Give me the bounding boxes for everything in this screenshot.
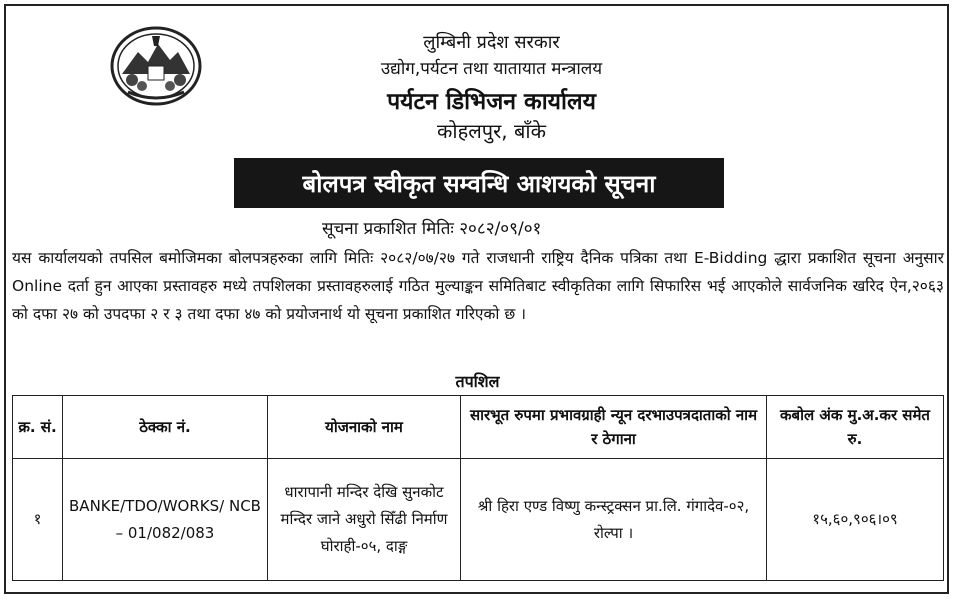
- notice-title-banner: बोलपत्र स्वीकृत सम्वन्धि आशयको सूचना: [234, 158, 724, 208]
- table-row: [13, 459, 944, 581]
- office-title: पर्यटन डिभिजन कार्यालय: [387, 89, 596, 115]
- header-bid-amount: कबोल अंक मु.अ.कर समेत रु.: [767, 396, 944, 459]
- province-government-title: लुम्बिनी प्रदेश सरकार: [423, 32, 560, 53]
- header-contract-number: ठेक्का नं.: [63, 396, 268, 459]
- cell-contract-number: BANKE/TDO/WORKS/ NCB – 01/082/083: [63, 459, 268, 581]
- cell-bidder-name-address: श्री हिरा एण्ड विष्णु कन्स्ट्रक्सन प्रा.लि. गंगादेव-०२, रोल्पा ।: [461, 459, 767, 581]
- header-serial-number: क्र. सं.: [13, 396, 63, 459]
- cell-bid-amount: १५,६०,९०६।०९: [767, 459, 944, 581]
- award-table: [12, 395, 944, 581]
- cell-serial-number: १: [13, 459, 63, 581]
- cell-project-name: धारापानी मन्दिर देखि सुनकोट मन्दिर जाने अधुरो सिँढी निर्माण घोराही-०५, दाङ्ग: [268, 459, 461, 581]
- ministry-title: उद्योग,पर्यटन तथा यातायात मन्त्रालय: [380, 59, 603, 79]
- notice-body: यस कार्यालयको तपसिल बमोजिमका बोलपत्रहरुका लागि मितिः २०८२/०७/२७ गते राजधानी राष्ट्रिय दैनिक पत्रिका तथा E-Bidding द्धारा प्रकाशित सूचना अनुसार Online दर्ता हुन आएका प्रस्तावहरु मध्ये तपशिलका प्रस्तावहरुलाई गठित मुल्याङ्कन समितिबाट स्वीकृतिका लागि सिफारिस भई आएकोले सार्वजनिक खरिद ऐन,२०६३ को दफा २७ को उपदफा २ र ३ तथा दफा ४७ को प्रयोजनार्थ यो सूचना प्रकाशित गरिएको छ ।: [12, 249, 944, 323]
- office-location: कोहलपुर, बाँके: [437, 119, 546, 143]
- details-heading: तपशिल: [455, 372, 500, 391]
- publication-date: सूचना प्रकाशित मितिः २०८२/०९/०१: [322, 219, 542, 239]
- header-bidder-name-address: सारभूत रुपमा प्रभावग्राही न्यून दरभाउपत्रदाताको नाम र ठेगाना: [461, 396, 767, 459]
- table-header-row: [13, 396, 944, 459]
- header-project-name: योजनाको नाम: [268, 396, 461, 459]
